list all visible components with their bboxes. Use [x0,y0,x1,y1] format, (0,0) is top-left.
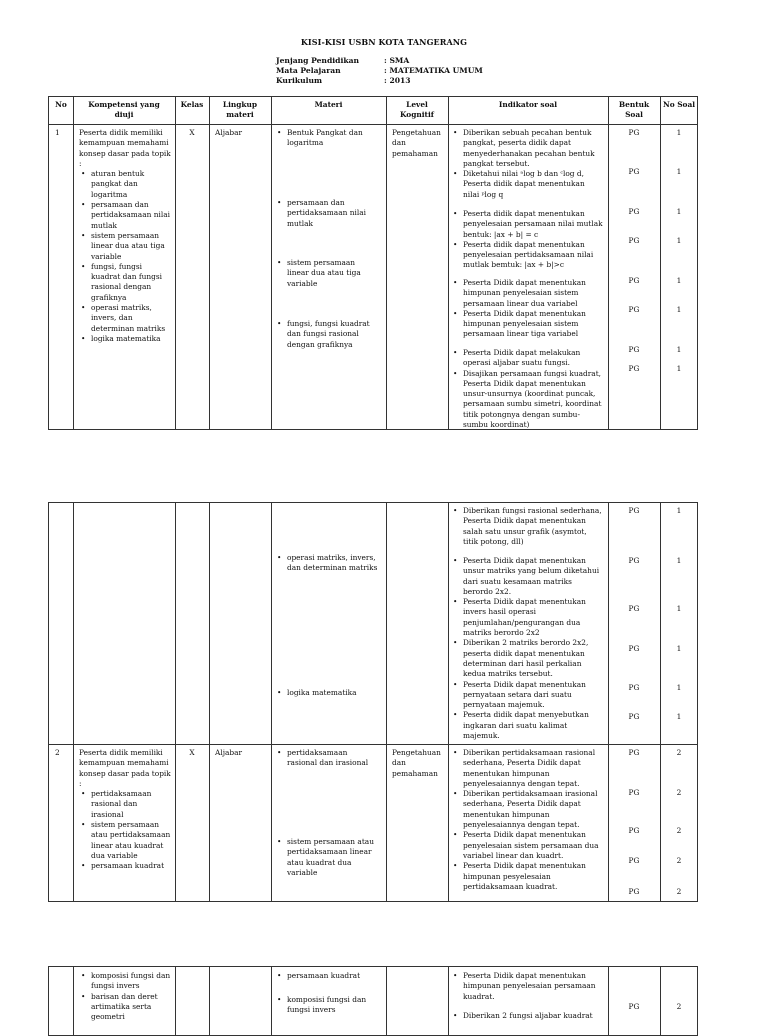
header-kompetensi: Kompetensi yang diuji [88,100,160,119]
nomor-soal: 1 [676,644,682,653]
kompetensi-item: • logika matematika [79,334,171,344]
bentuk-soal: PG [628,276,640,285]
materi-item: • pertidaksamaan rasional dan irasional [275,748,379,769]
kompetensi-item: • aturan bentuk pangkat dan logaritma [79,169,171,200]
indikator-item: • Peserta Didik dapat menentukan himpunan penyelesaian sistem persamaan linear dua variabel [451,278,603,309]
meta-value: : MATEMATIKA UMUM [384,66,483,75]
materi-list [275,319,379,350]
bentuk-soal: PG [628,364,640,373]
nomor-soal: 1 [676,236,682,245]
indikator-item: • Diberikan pertidaksamaan irasional sederhana, Peserta Didik dapat menentukan himpunan penyelesaiannya dengan tepat. [451,789,603,830]
grid-table-3 [48,966,698,1036]
kompetensi-cell [79,748,171,872]
kompetensi-item: • sistem persamaan atau pertidaksamaan linear atau kuadrat dua variable [79,820,171,861]
kelas-cell: X [189,128,195,137]
bentuk-soal: PG [628,305,640,314]
nomor-soal: 2 [676,1002,682,1011]
kelas-cell: X [189,748,195,757]
indikator-item: • Peserta Didik dapat melakukan operasi aljabar suatu fungsi. [451,348,603,369]
header-bentuk: Bentuk Soal [618,100,650,119]
nomor-soal: 1 [676,712,682,721]
indikator-list [451,278,603,340]
bentuk-soal: PG [628,712,640,721]
indikator-item: • Peserta didik dapat menentukan penyelesaian persamaan nilai mutlak bentuk: |ax + b| = c [451,209,603,240]
indikator-item: • Diberikan 2 fungsi aljabar kuadrat [451,1011,603,1021]
bentuk-soal: PG [628,856,640,865]
materi-item: • sistem persamaan linear dua atau tiga variable [275,258,379,289]
nomor-soal: 1 [676,128,682,137]
nomor-soal: 2 [676,748,682,757]
bentuk-soal: PG [628,506,640,515]
grid-table-2 [48,502,698,902]
header-lingkup: Lingkup materi [222,100,258,119]
materi-item: • persamaan kuadrat [275,971,379,981]
indikator-item: • Diberikan pertidaksamaan rasional sederhana, Peserta Didik dapat menentukan himpunan penyelesaiannya dengan tepat. [451,748,603,789]
materi-item: • komposisi fungsi dan fungsi invers [275,995,379,1016]
indikator-list [451,506,603,547]
nomor-soal: 1 [676,364,682,373]
meta-value: : 2013 [384,76,411,85]
indikator-item: • Disajikan persamaan fungsi kuadrat, Peserta Didik dapat menentukan unsur-unsurnya (koordinat puncak, persamaan sumbu simetri, koordinat titik potongnya dengan sumbu-sumbu koordinat) [451,369,603,431]
indikator-item: • Peserta Didik dapat menentukan himpunan penyelesaian sistem persamaan linear tiga variabel [451,309,603,340]
kompetensi-intro: Peserta didik memiliki kemampuan memahami konsep dasar pada topik : [79,748,171,788]
materi-list [275,553,379,574]
kompetensi-item: • operasi matriks, invers, dan determinan matriks [79,303,171,334]
bentuk-soal: PG [628,207,640,216]
kompetensi-cell [79,128,171,344]
kompetensi-intro: Peserta didik memiliki kemampuan memahami konsep dasar pada topik : [79,128,171,168]
materi-item: • sistem persamaan atau pertidaksamaan linear atau kuadrat dua variable [275,837,379,878]
indikator-list [451,128,603,200]
bentuk-soal: PG [628,887,640,896]
header-indikator: Indikator soal [498,100,558,109]
nomor-soal: 1 [676,345,682,354]
materi-list [275,688,379,698]
kompetensi-list [79,971,171,1022]
kompetensi-item: • fungsi, fungsi kuadrat dan fungsi rasional dengan grafiknya [79,262,171,303]
bentuk-soal: PG [628,345,640,354]
indikator-item: • Diberikan fungsi rasional sederhana, Peserta Didik dapat menentukan salah satu unsur grafik (asymtot, titik potong, dll) [451,506,603,547]
bentuk-soal: PG [628,1002,640,1011]
indikator-item: • Diberikan 2 matriks berordo 2x2, peserta didik dapat menentukan determinan dari hasil perkalian kedua matriks tersebut. [451,638,603,679]
nomor-soal: 1 [676,604,682,613]
meta-label: Jenjang Pendidikan [276,56,360,65]
nomor-soal: 1 [676,207,682,216]
kompetensi-item: • persamaan kuadrat [79,861,171,871]
materi-list [275,258,379,289]
kompetensi-item: • komposisi fungsi dan fungsi invers [79,971,171,992]
row-number: 1 [55,128,60,137]
materi-list [275,128,379,149]
indikator-list [451,348,603,430]
materi-list [275,748,379,769]
header-level: Level Kognitif [400,100,434,119]
kompetensi-item: • sistem persamaan linear dua atau tiga variable [79,231,171,262]
nomor-soal: 1 [676,506,682,515]
meta-label: Mata Pelajaran [276,66,341,75]
lingkup-cell: Aljabar [215,128,243,137]
bentuk-soal: PG [628,788,640,797]
nomor-soal: 1 [676,305,682,314]
header-no: No [55,100,67,109]
document-title: KISI-KISI USBN KOTA TANGERANG [300,37,468,47]
bentuk-soal: PG [628,604,640,613]
nomor-soal: 2 [676,788,682,797]
nomor-soal: 2 [676,887,682,896]
indikator-item: • Diketahui nilai ᵃlog b dan ᶜlog d, Peserta didik dapat menentukan nilai ᵖlog q [451,169,603,200]
materi-item: • fungsi, fungsi kuadrat dan fungsi rasional dengan grafiknya [275,319,379,350]
level-cell: Pengetahuan dan pemahaman [392,748,441,778]
indikator-item: • Peserta Didik dapat menentukan himpunan penyelesaian persamaan kuadrat. [451,971,603,1002]
bentuk-soal: PG [628,683,640,692]
materi-list [275,971,379,981]
meta-value: : SMA [384,56,410,65]
bentuk-soal: PG [628,167,640,176]
header-materi: Materi [314,100,343,109]
bentuk-soal: PG [628,644,640,653]
nomor-soal: 1 [676,683,682,692]
materi-list [275,198,379,229]
bentuk-soal: PG [628,556,640,565]
grid-table-1 [48,96,698,430]
level-cell: Pengetahuan dan pemahaman [392,128,441,158]
indikator-list [451,209,603,271]
materi-list [275,837,379,878]
header-nosoal: No Soal [662,100,696,109]
materi-item: • Bentuk Pangkat dan logaritma [275,128,379,149]
nomor-soal: 1 [676,556,682,565]
nomor-soal: 2 [676,856,682,865]
nomor-soal: 1 [676,167,682,176]
indikator-item: • Peserta Didik dapat menentukan himpunan pesyelesaian pertidaksamaan kuadrat. [451,861,603,892]
kompetensi-item: • persamaan dan pertidaksamaan nilai mutlak [79,200,171,231]
indikator-item: • Peserta didik dapat menentukan penyelesaian pertidaksamaan nilai mutlak bemtuk: |ax + b|>c [451,240,603,271]
meta-label: Kurikulum [276,76,323,85]
header-kelas: Kelas [180,100,204,109]
indikator-item: • Peserta Didik dapat menentukan penyelesaian sistem persamaan dua variabel linear dan kuadrt. [451,830,603,861]
indikator-list [451,748,603,892]
kompetensi-item: • pertidaksamaan rasional dan irasional [79,789,171,820]
indikator-item: • Peserta Didik dapat menentukan unsur matriks yang belum diketahui dari suatu kesamaan matriks berordo 2x2. [451,556,603,597]
indikator-item: • Peserta Didik dapat menentukan invers hasil operasi penjumlahan/pengurangan dua matriks berordo 2x2 [451,597,603,638]
bentuk-soal: PG [628,128,640,137]
lingkup-cell: Aljabar [215,748,243,757]
materi-item: • logika matematika [275,688,379,698]
indikator-list [451,1011,603,1021]
kompetensi-item: • barisan dan deret artimatika serta geometri [79,992,171,1023]
indikator-list [451,971,603,1002]
nomor-soal: 2 [676,826,682,835]
indikator-item: • Peserta Didik dapat menentukan pernyataan setara dari suatu pernyataan majemuk. [451,680,603,711]
materi-list [275,995,379,1016]
bentuk-soal: PG [628,826,640,835]
bentuk-soal: PG [628,236,640,245]
indikator-list [451,556,603,741]
bentuk-soal: PG [628,748,640,757]
indikator-item: • Peserta didik dapat menyebutkan ingkaran dari suatu kalimat majemuk. [451,710,603,741]
materi-item: • operasi matriks, invers, dan determinan matriks [275,553,379,574]
row-number: 2 [55,748,60,757]
materi-item: • persamaan dan pertidaksamaan nilai mutlak [275,198,379,229]
nomor-soal: 1 [676,276,682,285]
indikator-item: • Diberikan sebuah pecahan bentuk pangkat, peserta didik dapat menyederhanakan pecahan bentuk pangkat tersebut. [451,128,603,169]
